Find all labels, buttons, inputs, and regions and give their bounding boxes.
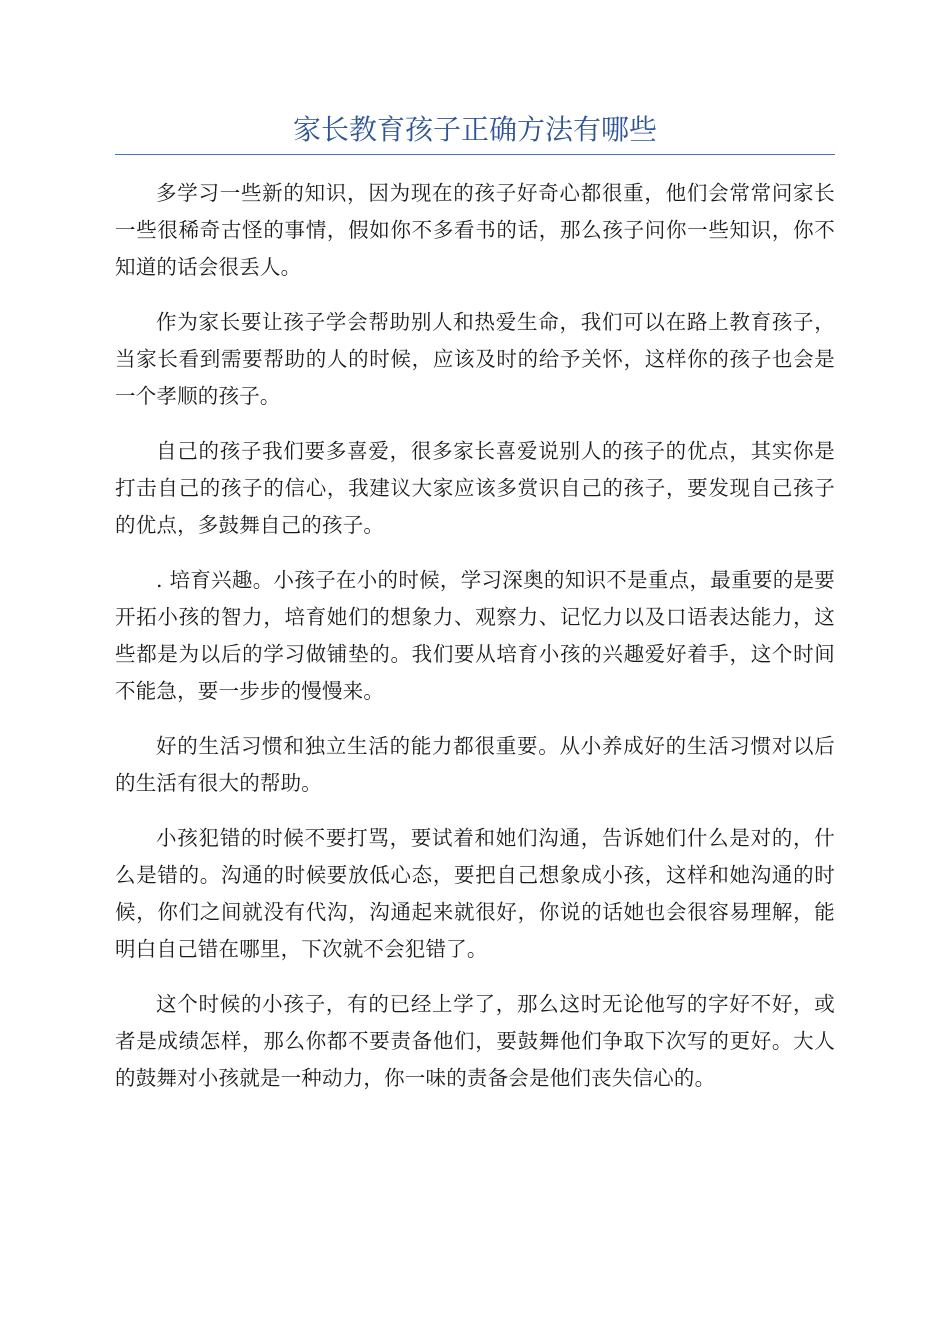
document-body [115, 175, 835, 1097]
document-title: 家长教育孩子正确方法有哪些 [115, 110, 835, 155]
paragraph-3: 自己的孩子我们要多喜爱，很多家长喜爱说别人的孩子的优点，其实你是打击自己的孩子的信心，我建议大家应该多赏识自己的孩子，要发现自己孩子的优点，多鼓舞自己的孩子。 [115, 439, 835, 537]
paragraph-5: 好的生活习惯和独立生活的能力都很重要。从小养成好的生活习惯对以后的生活有很大的帮助。 [115, 734, 835, 795]
paragraph-4: . 培育兴趣。小孩子在小的时候，学习深奥的知识不是重点，最重要的是要开拓小孩的智力，培育她们的想象力、观察力、记忆力以及口语表达能力，这些都是为以后的学习做铺垫的。我们要从培育小孩的兴趣爱好着手，这个时间不能急，要一步步的慢慢来。 [115, 568, 835, 703]
paragraph-1: 多学习一些新的知识，因为现在的孩子好奇心都很重，他们会常常问家长一些很稀奇古怪的事情，假如你不多看书的话，那么孩子问你一些知识，你不知道的话会很丢人。 [115, 181, 835, 279]
document-page [115, 110, 835, 1115]
paragraph-2: 作为家长要让孩子学会帮助别人和热爱生命，我们可以在路上教育孩子，当家长看到需要帮助的人的时候，应该及时的给予关怀，这样你的孩子也会是一个孝顺的孩子。 [115, 310, 835, 408]
paragraph-7: 这个时候的小孩子，有的已经上学了，那么这时无论他写的字好不好，或者是成绩怎样，那么你都不要责备他们，要鼓舞他们争取下次写的更好。大人的鼓舞对小孩就是一种动力，你一味的责备会是他们丧失信心的。 [115, 992, 835, 1090]
paragraph-6: 小孩犯错的时候不要打骂，要试着和她们沟通，告诉她们什么是对的，什么是错的。沟通的时候要放低心态，要把自己想象成小孩，这样和她沟通的时候，你们之间就没有代沟，沟通起来就很好，你说的话她也会很容易理解，能明白自己错在哪里，下次就不会犯错了。 [115, 826, 835, 961]
